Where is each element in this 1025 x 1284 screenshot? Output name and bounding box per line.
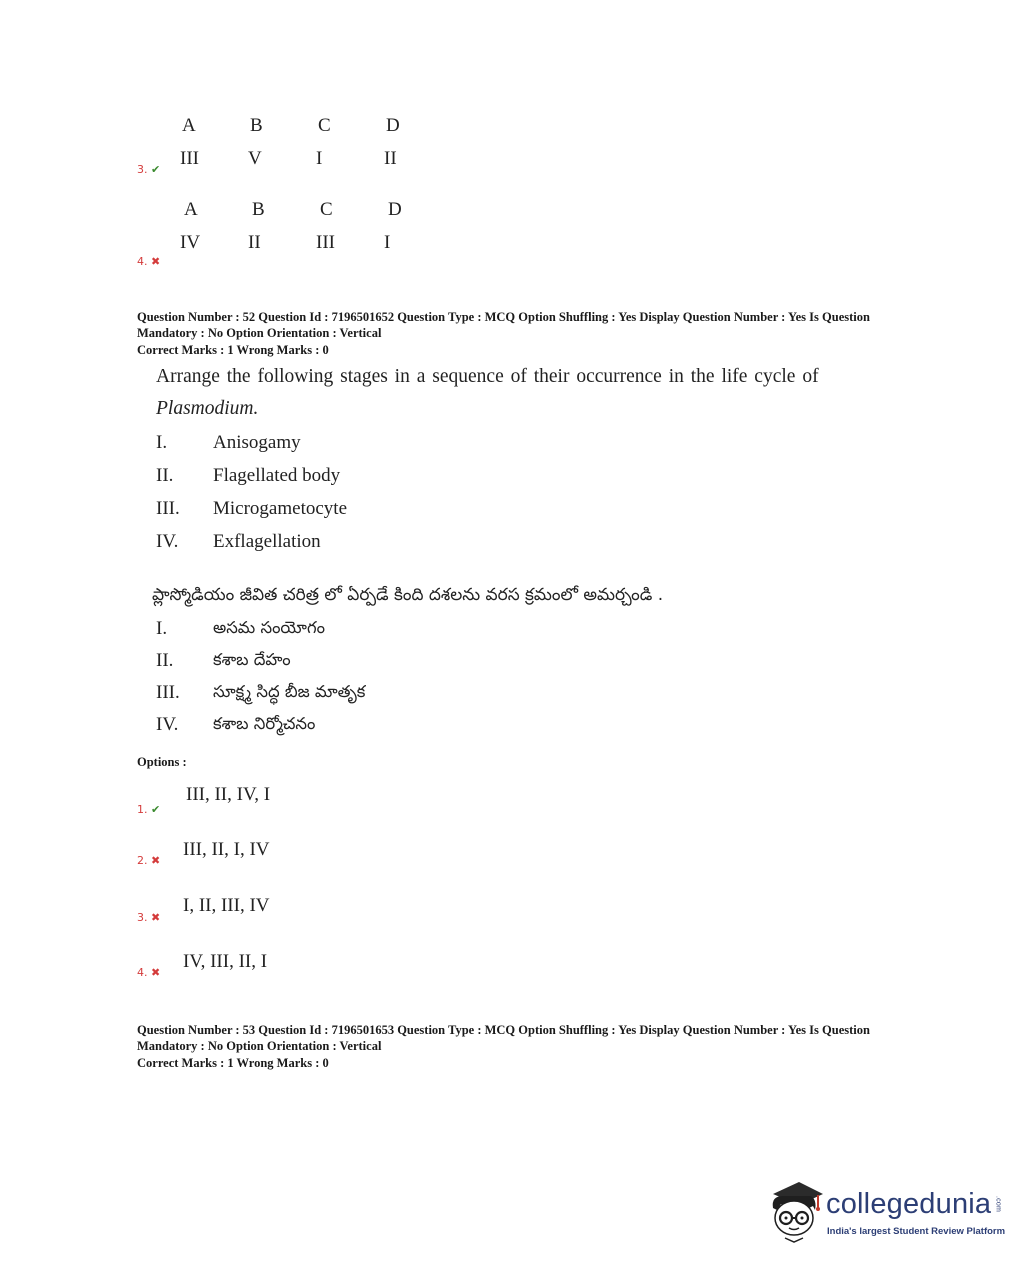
option-number: 3. — [137, 163, 148, 176]
roman-numeral: II. — [156, 465, 174, 486]
logo-wordmark — [826, 1188, 1002, 1221]
value-c: III — [316, 232, 335, 253]
q52-meta-line3: Correct Marks : 1 Wrong Marks : 0 — [137, 343, 329, 357]
value-d: II — [384, 148, 397, 169]
cross-icon: ✖ — [151, 911, 161, 924]
statement-text: అసమ సంయోగం — [213, 618, 325, 637]
value-d: I — [384, 232, 391, 253]
q52-meta — [137, 309, 917, 358]
statement-text: Anisogamy — [213, 432, 301, 453]
q52-option-3-text: I, II, III, IV — [183, 895, 270, 916]
q52-question-line2: Plasmodium. — [156, 398, 259, 419]
q52-question-line1: Arrange the following stages in a sequence of their occurrence in the life cycle of — [156, 366, 819, 387]
q52-option-4-text: IV, III, II, I — [183, 951, 268, 972]
roman-numeral: III. — [156, 498, 180, 519]
check-icon: ✔ — [151, 163, 161, 176]
roman-numeral: I. — [156, 432, 168, 453]
logo-name-text: collegedunia — [826, 1188, 992, 1220]
roman-numeral: II. — [156, 650, 174, 671]
q52-option-2-marker — [137, 854, 160, 867]
option-number: 2. — [137, 854, 148, 867]
prev-option3-marker — [137, 163, 160, 176]
prev-option4-marker — [137, 255, 160, 268]
q53-meta-line2: Mandatory : No Option Orientation : Vertical — [137, 1039, 382, 1053]
statement-text: సూక్ష్మ సిద్ధ బీజ మాతృక — [213, 682, 366, 701]
option-number: 1. — [137, 803, 148, 816]
roman-numeral: I. — [156, 618, 168, 639]
q52-telugu-question: ప్లాస్మోడియం జీవిత చరిత్ర లో ఏర్పడే కింది దశలను వరస క్రమంలో అమర్చండి . — [152, 585, 664, 605]
logo-tagline: India's largest Student Review Platform — [827, 1226, 1006, 1237]
option-number: 3. — [137, 911, 148, 924]
value-b: V — [248, 148, 262, 169]
cross-icon: ✖ — [151, 255, 161, 268]
header-a: A — [184, 199, 198, 220]
q52-option-1-text: III, II, IV, I — [186, 784, 271, 805]
header-b: B — [250, 115, 263, 136]
mascot-icon — [765, 1178, 825, 1244]
header-c: C — [320, 199, 333, 220]
header-b: B — [252, 199, 265, 220]
q52-option-4-marker — [137, 966, 160, 979]
q53-meta-line3: Correct Marks : 1 Wrong Marks : 0 — [137, 1056, 329, 1070]
value-b: II — [248, 232, 261, 253]
statement-text: Microgametocyte — [213, 498, 348, 519]
q52-meta-line2: Mandatory : No Option Orientation : Vertical — [137, 326, 382, 340]
check-icon: ✔ — [151, 803, 161, 816]
statement-text: కశాబ దేహం — [213, 650, 291, 669]
prev-option4-headers — [184, 199, 456, 221]
q52-meta-line1: Question Number : 52 Question Id : 7196501652 Question Type : MCQ Option Shuffling : Yes Display Question Number : Yes Is Question — [137, 310, 870, 324]
q52-option-1-marker — [137, 803, 160, 816]
collegedunia-logo — [765, 1178, 1006, 1248]
option-number: 4. — [137, 966, 148, 979]
prev-option3-headers — [182, 115, 454, 137]
cross-icon: ✖ — [151, 854, 161, 867]
header-d: D — [388, 199, 402, 220]
header-a: A — [182, 115, 196, 136]
roman-numeral: IV. — [156, 531, 179, 552]
roman-numeral: III. — [156, 682, 180, 703]
value-a: III — [180, 148, 199, 169]
q53-meta — [137, 1022, 917, 1071]
q52-option-3-marker — [137, 911, 160, 924]
value-a: IV — [180, 232, 201, 253]
q52-option-2-text: III, II, I, IV — [183, 839, 270, 860]
cross-icon: ✖ — [151, 966, 161, 979]
statement-text: Exflagellation — [213, 531, 321, 552]
roman-numeral: IV. — [156, 714, 179, 735]
prev-option3-values — [180, 148, 452, 170]
options-label: Options : — [137, 755, 187, 769]
logo-suffix: .com — [994, 1196, 1002, 1212]
header-d: D — [386, 115, 400, 136]
statement-text: కశాబ నిర్మోచనం — [213, 714, 316, 733]
prev-option4-values — [180, 232, 452, 254]
option-number: 4. — [137, 255, 148, 268]
statement-text: Flagellated body — [213, 465, 341, 486]
header-c: C — [318, 115, 331, 136]
q53-meta-line1: Question Number : 53 Question Id : 7196501653 Question Type : MCQ Option Shuffling : Yes Display Question Number : Yes Is Question — [137, 1023, 870, 1037]
value-c: I — [316, 148, 323, 169]
